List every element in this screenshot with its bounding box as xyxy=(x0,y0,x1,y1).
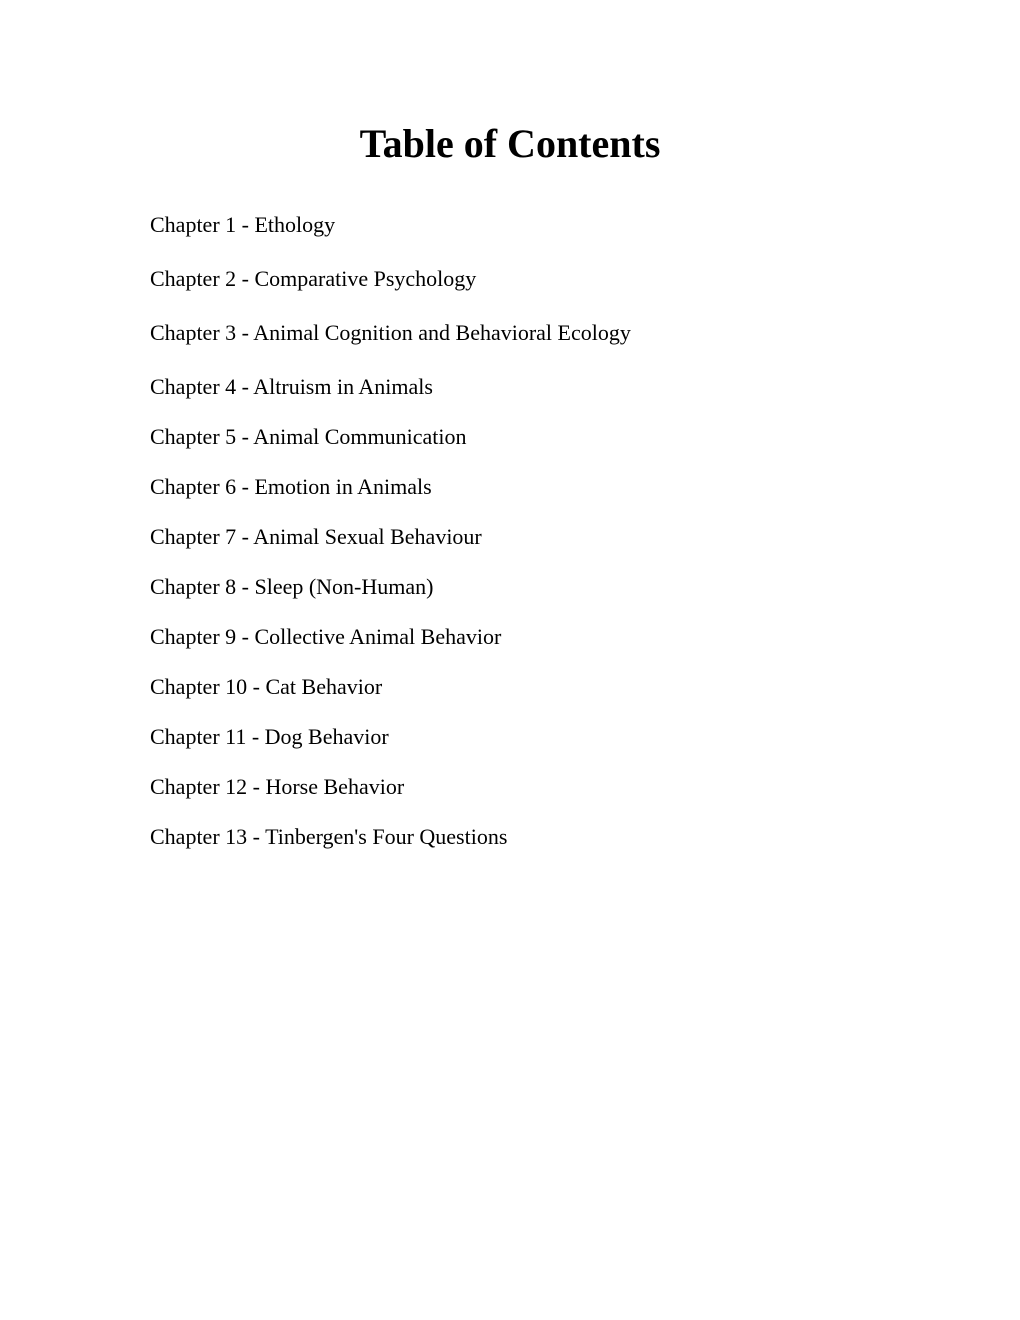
toc-entry-chapter-7[interactable] xyxy=(150,522,631,552)
toc-entry-chapter-8[interactable] xyxy=(150,572,631,602)
toc-entry-chapter-4[interactable] xyxy=(150,372,631,402)
toc-entry-chapter-2[interactable] xyxy=(150,264,631,294)
toc-entry-chapter-1[interactable] xyxy=(150,210,631,240)
toc-entry-chapter-12[interactable] xyxy=(150,772,631,802)
toc-link[interactable]: Chapter 2 - Comparative Psychology xyxy=(150,266,477,291)
toc-list xyxy=(150,210,631,852)
toc-entry-chapter-6[interactable] xyxy=(150,472,631,502)
toc-entry-chapter-5[interactable] xyxy=(150,422,631,452)
toc-link[interactable]: Chapter 8 - Sleep (Non-Human) xyxy=(150,574,434,599)
page-title: Table of Contents xyxy=(359,121,661,166)
toc-link[interactable]: Chapter 3 - Animal Cognition and Behavioral Ecology xyxy=(150,320,631,345)
toc-entry-chapter-11[interactable] xyxy=(150,722,631,752)
toc-link[interactable]: Chapter 12 - Horse Behavior xyxy=(150,774,405,799)
toc-link[interactable]: Chapter 1 - Ethology xyxy=(150,212,336,237)
toc-link[interactable]: Chapter 6 - Emotion in Animals xyxy=(150,474,432,499)
toc-link[interactable]: Chapter 4 - Altruism in Animals xyxy=(150,374,433,399)
toc-entry-chapter-10[interactable] xyxy=(150,672,631,702)
toc-link[interactable]: Chapter 9 - Collective Animal Behavior xyxy=(150,624,502,649)
toc-entry-chapter-3[interactable] xyxy=(150,318,631,348)
toc-link[interactable]: Chapter 13 - Tinbergen's Four Questions xyxy=(150,824,508,849)
toc-link[interactable]: Chapter 5 - Animal Communication xyxy=(150,424,467,449)
toc-entry-chapter-13[interactable] xyxy=(150,822,631,852)
toc-entry-chapter-9[interactable] xyxy=(150,622,631,652)
toc-link[interactable]: Chapter 7 - Animal Sexual Behaviour xyxy=(150,524,482,549)
toc-link[interactable]: Chapter 11 - Dog Behavior xyxy=(150,724,389,749)
toc-link[interactable]: Chapter 10 - Cat Behavior xyxy=(150,674,383,699)
